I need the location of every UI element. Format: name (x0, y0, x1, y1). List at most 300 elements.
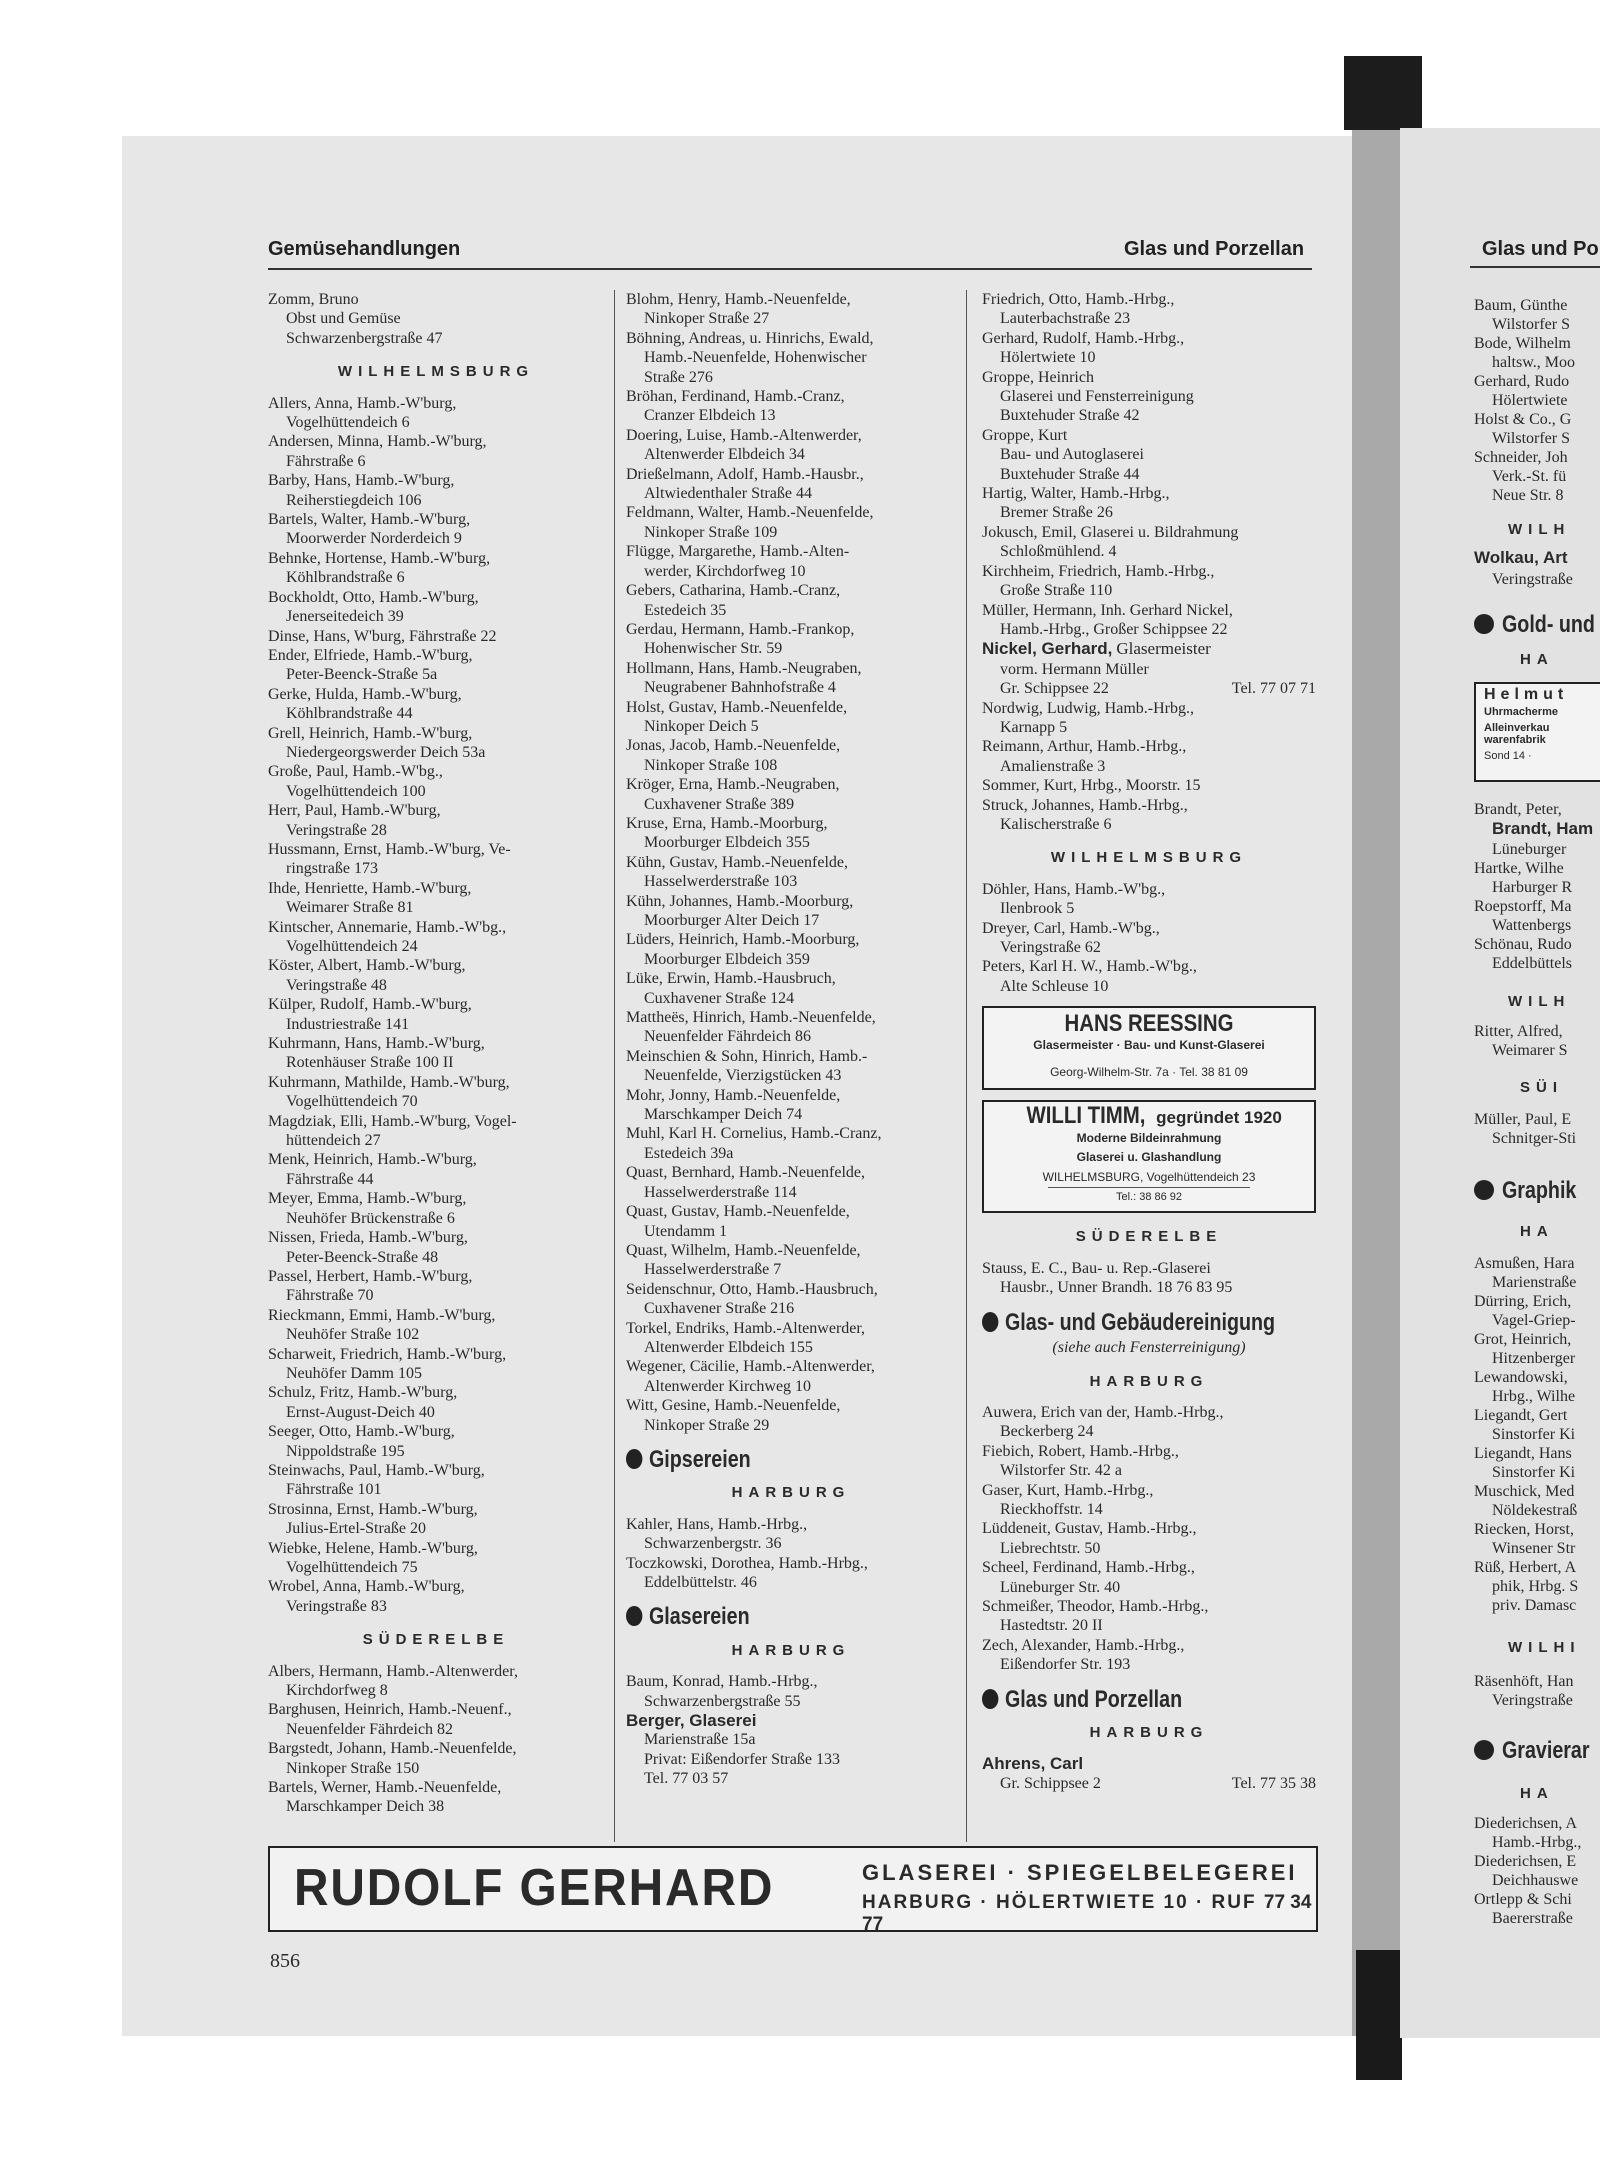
entry-address: Schloßmühlend. 4 (1000, 543, 1117, 561)
nickel-entry (982, 639, 1316, 698)
facing-region: WILH (1508, 521, 1571, 538)
facing-line: Vagel-Griep- (1492, 1312, 1576, 1329)
facing-line: Diederichsen, A (1474, 1815, 1578, 1832)
facing-line: Marienstraße (1492, 1274, 1577, 1291)
list-item (268, 918, 604, 957)
entry-name: Bargstedt, Johann, Hamb.-Neuenfelde, (268, 1740, 517, 1758)
entry-address: Köhlbrandstraße 6 (286, 569, 405, 587)
gipsereien-heading (626, 1445, 897, 1473)
list-item (268, 1662, 604, 1701)
ad-line-1: GLASEREI · SPIEGELBELEGEREI (862, 1860, 1298, 1885)
entry-address: Hamb.-Hrbg., Großer Schippsee 22 (1000, 620, 1228, 638)
entry-name: Baum, Konrad, Hamb.-Hrbg., (626, 1673, 818, 1691)
timm-founded: gegründet 1920 (1156, 1108, 1282, 1128)
facing-page-header: Glas und Po (1482, 238, 1599, 260)
facing-line: Schnitger-Sti (1492, 1130, 1577, 1147)
entry-name: Schulz, Fritz, Hamb.-W'burg, (268, 1384, 458, 1402)
entry-name: Quast, Wilhelm, Hamb.-Neuenfelde, (626, 1241, 861, 1259)
entry-address: Hausbr., Unner Brandh. 18 76 83 95 (1000, 1279, 1233, 1297)
entry-name: Große, Paul, Hamb.-W'bg., (268, 763, 443, 781)
header-left: Gemüsehandlungen (268, 238, 461, 260)
region-harburg: HARBURG (731, 1641, 851, 1659)
list-item (982, 368, 1316, 426)
glas-und-porzellan-heading (982, 1685, 1256, 1713)
list-item (626, 542, 956, 581)
entry-name: Köster, Albert, Hamb.-W'burg, (268, 957, 466, 975)
facing-line: Baum, Günthe (1474, 297, 1568, 314)
entry-address: Hamb.-Neuenfelde, Hohenwischer (644, 349, 867, 367)
list-item (626, 1515, 956, 1554)
entry-name: Döhler, Hans, Hamb.-W'bg., (982, 880, 1166, 898)
entry-address: Hasselwerderstraße 103 (644, 873, 798, 891)
facing-line: Deichhauswe (1492, 1872, 1579, 1889)
entry-name: Jonas, Jacob, Hamb.-Neuenfelde, (626, 737, 841, 755)
entry-address: Fährstraße 44 (286, 1170, 374, 1188)
list-item (626, 1008, 956, 1047)
facing-line: Neue Str. 8 (1492, 487, 1564, 504)
entry-address: vorm. Hermann Müller (1000, 660, 1149, 678)
entry-name: Kühn, Gustav, Hamb.-Neuenfelde, (626, 853, 849, 871)
facing-line: Brandt, Ham (1492, 819, 1594, 838)
entry-address: Hastedtstr. 20 II (1000, 1617, 1103, 1635)
entry-name: Meyer, Emma, Hamb.-W'burg, (268, 1190, 467, 1208)
facing-line: Eddelbüttels (1492, 955, 1572, 972)
entry-address: Privat: Eißendorfer Straße 133 (644, 1750, 840, 1768)
entry-address: Bau- und Autoglaserei (1000, 446, 1144, 464)
list-item (268, 1539, 604, 1578)
list-item (268, 956, 604, 995)
entry-name: Ihde, Henriette, Hamb.-W'burg, (268, 879, 472, 897)
entry-name: Meinschien & Sohn, Hinrich, Hamb.- (626, 1047, 868, 1065)
entry-address: Fährstraße 101 (286, 1481, 382, 1499)
list-item (626, 1124, 956, 1163)
facing-region: WILHI (1508, 1639, 1581, 1656)
entry-name: Albers, Hermann, Hamb.-Altenwerder, (268, 1662, 518, 1680)
facing-line: Hamb.-Hrbg., (1492, 1834, 1582, 1851)
entry-address: Veringstraße 28 (286, 821, 387, 839)
facing-line: Wilstorfer S (1492, 430, 1571, 447)
facing-line: Wattenbergs (1492, 917, 1572, 934)
entry-address: Ilenbrook 5 (1000, 900, 1075, 918)
entry-name: Grell, Heinrich, Hamb.-W'burg, (268, 724, 473, 742)
entry-address: Ninkoper Straße 150 (286, 1759, 420, 1777)
entry-address: Jenerseitedeich 39 (286, 608, 404, 626)
entry-name: Dreyer, Carl, Hamb.-W'bg., (982, 919, 1160, 937)
list-item (982, 1636, 1316, 1675)
entry-name: Mohr, Jonny, Hamb.-Neuenfelde, (626, 1086, 841, 1104)
facing-line: Veringstraße (1492, 1692, 1573, 1709)
list-item (268, 1700, 604, 1739)
entry-address: Marienstraße 15a (644, 1731, 756, 1749)
reessing-name: HANS REESSING (1064, 1010, 1234, 1038)
list-item (268, 1383, 604, 1422)
reessing-advertisement (982, 1006, 1316, 1090)
list-item (268, 1500, 604, 1539)
list-item (268, 471, 604, 510)
entry-name: Mattheës, Hinrich, Hamb.-Neuenfelde, (626, 1009, 876, 1027)
list-item (626, 1163, 956, 1202)
entry-address: Veringstraße 83 (286, 1597, 387, 1615)
entry-name: Bockholdt, Otto, Hamb.-W'burg, (268, 588, 479, 606)
list-item (982, 1259, 1316, 1298)
entry-address: Lauterbachstraße 23 (1000, 310, 1131, 328)
entry-name: Struck, Johannes, Hamb.-Hrbg., (982, 796, 1188, 814)
entry-name: Feldmann, Walter, Hamb.-Neuenfelde, (626, 504, 874, 522)
facing-line: Räsenhöft, Han (1474, 1673, 1574, 1690)
entry-name: Bröhan, Ferdinand, Hamb.-Cranz, (626, 388, 845, 406)
facing-category (1474, 611, 1600, 638)
helmut-name: Helmut (1484, 686, 1569, 703)
entry-address: Cuxhavener Straße 389 (644, 795, 795, 813)
entry-address: Kalischerstraße 6 (1000, 815, 1112, 833)
entry-name: Bartels, Werner, Hamb.-Neuenfelde, (268, 1779, 502, 1797)
entry-name: Lüders, Heinrich, Hamb.-Moorburg, (626, 931, 860, 949)
entry-address: Hasselwerderstraße 114 (644, 1183, 797, 1201)
entry-name: Müller, Hermann, Inh. Gerhard Nickel, (982, 601, 1233, 619)
facing-category (1474, 1177, 1593, 1204)
entry-name: Rieckmann, Emmi, Hamb.-W'burg, (268, 1306, 496, 1324)
entry-name: Ahrens, Carl (982, 1754, 1084, 1774)
entry-name: Groppe, Kurt (982, 426, 1068, 444)
entry-address: Neuhöfer Damm 105 (286, 1364, 422, 1382)
entry-address: Beckerberg 24 (1000, 1423, 1094, 1441)
facing-line: Ortlepp & Schi (1474, 1891, 1572, 1908)
list-item (626, 581, 956, 620)
entry-address: Große Straße 110 (1000, 582, 1113, 600)
entry-address: Neugrabener Bahnhofstraße 4 (644, 679, 836, 697)
facing-line: Dürring, Erich, (1474, 1293, 1572, 1310)
region-harburg: HARBURG (1089, 1372, 1209, 1390)
entry-name: Torkel, Endriks, Hamb.-Altenwerder, (626, 1319, 866, 1337)
list-item (626, 290, 956, 329)
entry-name: Sommer, Kurt, Hrbg., Moorstr. 15 (982, 777, 1201, 795)
list-item (268, 627, 604, 646)
list-item (268, 1267, 604, 1306)
entry-address: Altenwerder Elbdeich 34 (644, 446, 805, 464)
entry-name: Zomm, Bruno (268, 291, 359, 308)
entry-name: Kirchheim, Friedrich, Hamb.-Hrbg., (982, 562, 1215, 580)
list-item (626, 426, 956, 465)
entry-name: Jokusch, Emil, Glaserei u. Bildrahmung (982, 523, 1239, 541)
glasereien-title: Glasereien (648, 1603, 750, 1631)
facing-line: Winsener Str (1492, 1540, 1576, 1557)
entry-address: Utendamm 1 (644, 1222, 728, 1240)
region-wilhelmsburg: WILHELMSBURG (337, 363, 535, 381)
entry-address: Moorburger Elbdeich 355 (644, 834, 810, 852)
entry-name: Doering, Luise, Hamb.-Altenwerder, (626, 426, 862, 444)
timm-heading (988, 1102, 1310, 1130)
entry-name: Kühn, Johannes, Hamb.-Moorburg, (626, 892, 854, 910)
entry-name-row (982, 639, 1316, 659)
entry-address: Rotenhäuser Straße 100 II (286, 1054, 454, 1072)
entry-address: Schwarzenbergstraße 55 (644, 1692, 801, 1710)
entry-address: Eddelbüttelstr. 46 (644, 1574, 757, 1591)
list-item (982, 1442, 1316, 1481)
list-item (626, 1319, 956, 1358)
timm-advertisement (982, 1100, 1316, 1213)
entry-name: Hollmann, Hans, Hamb.-Neugraben, (626, 659, 862, 677)
facing-region: HA (1520, 1785, 1554, 1802)
bullet-icon (1474, 1180, 1494, 1200)
column-1 (268, 290, 604, 1817)
entry-address: Amalienstraße 3 (1000, 757, 1106, 775)
list-item (626, 736, 956, 775)
list-item (626, 1280, 956, 1319)
list-item (268, 510, 604, 549)
entry-name: Steinwachs, Paul, Hamb.-W'burg, (268, 1461, 485, 1479)
entry-name: Ender, Elfriede, Hamb.-W'burg, (268, 646, 473, 664)
facing-line: Hölertwiete (1492, 392, 1568, 409)
entry-address: Nippoldstraße 195 (286, 1442, 405, 1460)
entry-address: Ernst-August-Deich 40 (286, 1403, 435, 1421)
facing-line: Müller, Paul, E (1474, 1111, 1572, 1128)
list-item (626, 659, 956, 698)
entry-address: Hohenwischer Str. 59 (644, 640, 783, 658)
entry-address: Veringstraße 48 (286, 976, 387, 994)
column-divider-1 (614, 290, 615, 1842)
facing-page (1400, 128, 1600, 2038)
facing-line: Ritter, Alfred, (1474, 1023, 1563, 1040)
glasereien-heading (626, 1603, 897, 1631)
entry-address: Moorburger Elbdeich 359 (644, 950, 810, 968)
entry-name: Scheel, Ferdinand, Hamb.-Hrbg., (982, 1559, 1195, 1577)
entry-name: Peters, Karl H. W., Hamb.-W'bg., (982, 958, 1197, 976)
entry-phone: Tel. 77 07 71 (1231, 680, 1316, 698)
bullet-icon (626, 1449, 642, 1469)
entry-name: Toczkowski, Dorothea, Hamb.-Hrbg., (626, 1554, 868, 1572)
entry-address: Fährstraße 6 (286, 452, 366, 470)
list-item (982, 1403, 1316, 1442)
gipsereien-title: Gipsereien (648, 1445, 751, 1473)
entry-name: Auwera, Erich van der, Hamb.-Hrbg., (982, 1403, 1224, 1421)
entry-name: Blohm, Henry, Hamb.-Neuenfelde, (626, 291, 851, 308)
list-item (268, 1577, 604, 1616)
facing-line: phik, Hrbg. S (1492, 1578, 1579, 1595)
glas-und-porzellan-title: Glas und Porzellan (1004, 1685, 1183, 1713)
entry-address: Weimarer Straße 81 (286, 899, 414, 917)
region-suederelbe: SÜDERELBE (362, 1631, 510, 1649)
entry-name: Seeger, Otto, Hamb.-W'burg, (268, 1423, 455, 1441)
entry-address: Altwiedenthaler Straße 44 (644, 485, 812, 503)
facing-line: Sinstorfer Ki (1492, 1426, 1576, 1443)
page-number: 856 (270, 1950, 300, 1972)
facing-line: Wilstorfer S (1492, 316, 1571, 333)
bullet-icon (1474, 1740, 1494, 1760)
facing-region: HA (1520, 1223, 1554, 1240)
entry-name: Kruse, Erna, Hamb.-Moorburg, (626, 814, 828, 832)
entry-name: Gerdau, Hermann, Hamb.-Frankop, (626, 620, 855, 638)
list-item (626, 1241, 956, 1280)
entry-address: Neuhöfer Brückenstraße 6 (286, 1209, 455, 1227)
entry-name: Drießelmann, Adolf, Hamb.-Hausbr., (626, 465, 864, 483)
list-item (268, 840, 604, 879)
facing-category-title: Gold- und (1502, 611, 1595, 638)
list-item (268, 1073, 604, 1112)
list-item (268, 290, 604, 348)
entry-address: Cuxhavener Straße 124 (644, 989, 795, 1007)
helmut-advertisement (1474, 682, 1600, 782)
entry-address: Marschkamper Deich 74 (644, 1106, 803, 1124)
entry-address: Reiherstiegdeich 106 (286, 491, 422, 509)
list-item (982, 880, 1316, 919)
entry-address: Straße 276 (644, 368, 713, 386)
entry-address: Estedeich 35 (644, 601, 727, 619)
list-item (268, 1112, 604, 1151)
entry-name: Dinse, Hans, W'burg, Fährstraße 22 (268, 627, 497, 645)
entry-name: Holst, Gustav, Hamb.-Neuenfelde, (626, 698, 848, 716)
entry-address: Bremer Straße 26 (1000, 504, 1113, 522)
entry-name: Quast, Bernhard, Hamb.-Neuenfelde, (626, 1164, 866, 1182)
facing-line: Lewandowski, (1474, 1369, 1568, 1386)
list-item (626, 930, 956, 969)
facing-region: WILH (1508, 993, 1571, 1010)
timm-line-3: WILHELMSBURG, Vogelhüttendeich 23 (1042, 1169, 1256, 1184)
column-3 (982, 290, 1316, 1793)
entry-address: Obst und Gemüse (286, 310, 401, 328)
entry-address: Neuenfelder Fährdeich 82 (286, 1720, 454, 1738)
facing-line: Sinstorfer Ki (1492, 1464, 1576, 1481)
list-item (626, 1357, 956, 1396)
helmut-line-5: Sond 14 · (1484, 750, 1532, 762)
entry-address: Hasselwerderstraße 7 (644, 1261, 782, 1279)
ahrens-entry (982, 1754, 1316, 1793)
entry-name: Seidenschnur, Otto, Hamb.-Hausbruch, (626, 1280, 878, 1298)
header-rule (268, 268, 1312, 270)
entry-address: Altenwerder Elbdeich 155 (644, 1338, 813, 1356)
entry-address: Peter-Beenck-Straße 48 (286, 1248, 439, 1266)
list-item (626, 1047, 956, 1086)
list-item (982, 1519, 1316, 1558)
list-item (268, 588, 604, 627)
list-item (626, 814, 956, 853)
helmut-line-2: Uhrmacherme (1484, 706, 1558, 718)
entry-name: Hartig, Walter, Hamb.-Hrbg., (982, 485, 1170, 503)
facing-line: Brandt, Peter, (1474, 801, 1562, 818)
entry-name: Kintscher, Annemarie, Hamb.-W'bg., (268, 918, 507, 936)
facing-line: Liegandt, Gert (1474, 1407, 1568, 1424)
entry-name: Nissen, Frieda, Hamb.-W'burg, (268, 1229, 468, 1247)
list-item (268, 1422, 604, 1461)
entry-address: Köhlbrandstraße 44 (286, 705, 413, 723)
entry-name: Gaser, Kurt, Hamb.-Hrbg., (982, 1481, 1154, 1499)
facing-line: Hitzenberger (1492, 1350, 1576, 1367)
helmut-line-4: warenfabrik (1484, 734, 1546, 746)
entry-address: Ninkoper Deich 5 (644, 717, 759, 735)
list-item (982, 290, 1316, 329)
entry-phone: Tel. 77 35 38 (1231, 1774, 1316, 1792)
entry-name: Lüke, Erwin, Hamb.-Hausbruch, (626, 970, 836, 988)
entry-address: Schwarzenbergstraße 47 (286, 329, 443, 347)
entry-name: Scharweit, Friedrich, Hamb.-W'burg, (268, 1345, 507, 1363)
entry-address: Cranzer Elbdeich 13 (644, 407, 776, 425)
entry-name: Gebers, Catharina, Hamb.-Cranz, (626, 582, 841, 600)
region-wilhelmsburg: WILHELMSBURG (1050, 849, 1248, 867)
entry-address: Veringstraße 62 (1000, 939, 1101, 957)
facing-region: SÜI (1520, 1079, 1564, 1096)
list-item (982, 699, 1316, 738)
entry-name: Muhl, Karl H. Cornelius, Hamb.-Cranz, (626, 1125, 882, 1143)
rudolf-gerhard-advertisement (268, 1846, 1318, 1935)
facing-line: Roepstorff, Ma (1474, 898, 1572, 915)
facing-line: Bode, Wilhelm (1474, 335, 1571, 352)
list-item (982, 484, 1316, 523)
timm-line-4: Tel.: 38 86 92 (1048, 1187, 1250, 1207)
entry-name: Schmeißer, Theodor, Hamb.-Hrbg., (982, 1597, 1209, 1615)
entry-name: Flügge, Margarethe, Hamb.-Alten- (626, 543, 850, 561)
entry-address: Ninkoper Straße 108 (644, 756, 778, 774)
entry-address: Neuenfelder Fährdeich 86 (644, 1028, 812, 1046)
list-item (268, 995, 604, 1034)
facing-line: Riecken, Horst, (1474, 1521, 1574, 1538)
ad-phone: 77 34 77 (862, 1892, 1312, 1935)
reessing-address: Georg-Wilhelm-Str. 7a · Tel. 38 81 09 (1050, 1065, 1248, 1080)
bullet-icon (1474, 614, 1494, 634)
entry-address: Vogelhüttendeich 24 (286, 938, 418, 955)
list-item (268, 549, 604, 588)
list-item (626, 1554, 956, 1593)
header-right: Glas und Porzellan (1124, 238, 1305, 260)
entry-address: Neuhöfer Straße 102 (286, 1326, 420, 1344)
list-item (982, 426, 1316, 484)
entry-address: Glaserei und Fensterreinigung (1000, 388, 1194, 406)
list-item (268, 762, 604, 801)
list-item (982, 1481, 1316, 1520)
entry-name: Behnke, Hortense, Hamb.-W'burg, (268, 549, 491, 567)
entry-address: Vogelhüttendeich 6 (286, 414, 410, 432)
entry-name: Reimann, Arthur, Hamb.-Hrbg., (982, 738, 1187, 756)
facing-line: Rüß, Herbert, A (1474, 1559, 1577, 1576)
ad-company-name: RUDOLF GERHARD (294, 1859, 775, 1917)
entry-name: Strosinna, Ernst, Hamb.-W'burg, (268, 1500, 478, 1518)
reessing-trade: Glasermeister · Bau- und Kunst-Glaserei (1033, 1037, 1265, 1052)
list-item (268, 879, 604, 918)
list-item (626, 1672, 956, 1711)
entry-address: werder, Kirchdorfweg 10 (644, 562, 806, 580)
entry-name: Kröger, Erna, Hamb.-Neugraben, (626, 776, 840, 794)
timm-line-2: Glaserei u. Glashandlung (1076, 1150, 1222, 1165)
facing-line: priv. Damasc (1492, 1597, 1577, 1614)
entry-address: Fährstraße 70 (286, 1287, 374, 1305)
entry-name: Gerke, Hulda, Hamb.-W'burg, (268, 685, 462, 703)
entry-name: Magdziak, Elli, Hamb.-W'burg, Vogel- (268, 1112, 517, 1130)
list-item (268, 1461, 604, 1500)
facing-header-rule (1470, 266, 1600, 268)
entry-name: Groppe, Heinrich (982, 368, 1094, 386)
gutter-shadow-bottom (1356, 1950, 1402, 2080)
list-item (268, 646, 604, 685)
list-item (982, 1597, 1316, 1636)
entry-address: Julius-Ertel-Straße 20 (286, 1520, 426, 1538)
bullet-icon (626, 1606, 642, 1626)
region-harburg: HARBURG (1089, 1724, 1209, 1742)
entry-address: Neuenfelde, Vierzigstücken 43 (644, 1067, 842, 1085)
region-harburg: HARBURG (731, 1484, 851, 1502)
entry-name: Menk, Heinrich, Hamb.-W'burg, (268, 1151, 477, 1169)
ad-line-2-row (862, 1892, 1316, 1936)
facing-category (1474, 1737, 1600, 1764)
list-item (626, 892, 956, 931)
list-item (626, 1202, 956, 1241)
entry-name: Barby, Hans, Hamb.-W'burg, (268, 472, 455, 490)
entry-name: Hussmann, Ernst, Hamb.-W'burg, Ve- (268, 840, 511, 858)
entry-name: Quast, Gustav, Hamb.-Neuenfelde, (626, 1203, 850, 1221)
entry-trade: Glasermeister (1116, 639, 1211, 659)
list-item (268, 1739, 604, 1778)
facing-line: Gerhard, Rudo (1474, 373, 1570, 390)
list-item (982, 523, 1316, 562)
list-item (268, 1345, 604, 1384)
list-item (268, 724, 604, 763)
